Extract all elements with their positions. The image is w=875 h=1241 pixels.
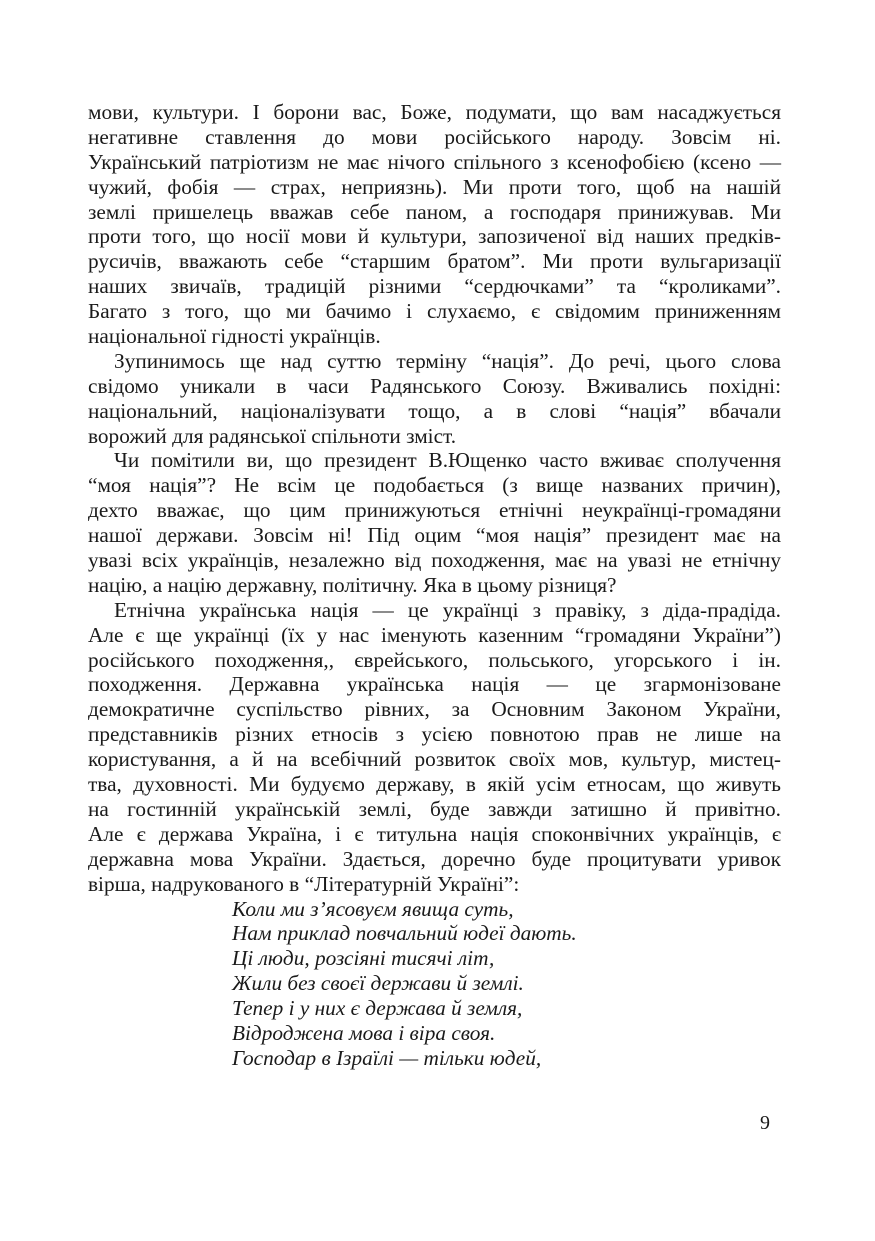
page-number: 9 [760,1112,770,1134]
poem-line: Нам приклад повчальний юдеї дають. [232,921,577,946]
text-line: національної гідності українців. [88,324,381,349]
text-line: Але є ще українці (їх у нас іменують казенним “громадяни України”) [88,622,781,647]
text-line: націю, а націю державну, політичну. Яка в цьому різниця? [88,572,617,597]
text-line: увазі всіх українців, незалежно від походження, має на увазі не етнічну [88,548,781,573]
text-line: ворожий для радянської спільноти зміст. [88,423,457,448]
text-line: походження. Державна українська нація — це згармонізоване [88,672,781,697]
text-line: “моя нація”? Не всім це подобається (з вище названих причин), [88,473,781,498]
text-line: користування, а й на всебічний розвиток своїх мов, культур, мистец- [88,747,781,772]
text-line: на гостинній українській землі, буде завжди затишно й привітно. [88,796,781,821]
poem-line: Господар в Ізраїлі — тільки юдей, [232,1045,542,1070]
text-line: чужий, фобія — страх, неприязнь). Ми проти того, щоб на нашій [88,174,781,199]
text-line: Чи помітили ви, що президент В.Ющенко часто вживає сполучення [114,448,781,473]
poem-line: Коли ми з’ясовуєм явища суть, [232,896,514,921]
poem-line: Жили без своєї держави й землі. [232,971,524,996]
page-body [88,100,781,1071]
text-line: наших звичаїв, традицій різними “сердючками” та “кроликами”. [88,274,781,299]
text-line: Але є держава Україна, і є титульна нація споконвічних українців, є [88,821,781,846]
text-line: Зупинимось ще над суттю терміну “нація”. До речі, цього слова [114,348,781,373]
text-line: негативне ставлення до мови російського народу. Зовсім ні. [88,124,781,149]
text-line: державна мова України. Здається, доречно буде процитувати уривок [88,846,781,871]
text-line: дехто вважає, що цим принижуються етнічні неукраїнці-громадяни [88,498,781,523]
text-line: землі пришелець вважав себе паном, а господаря принижував. Ми [88,199,781,224]
text-line: тва, духовності. Ми будуємо державу, в якій усім етносам, що живуть [88,772,781,797]
text-line: нашої держави. Зовсім ні! Під оцим “моя нація” президент має на [88,523,781,548]
text-line: Український патріотизм не має нічого спільного з ксенофобією (ксено — [88,149,781,174]
text-line: проти того, що носії мови й культури, запозиченої від наших предків- [88,224,781,249]
text-line: Багато з того, що ми бачимо і слухаємо, є свідомим приниженням [88,299,781,324]
text-line: демократичне суспільство рівних, за Основним Законом України, [88,697,781,722]
text-line: вірша, надрукованого в “Літературній Україні”: [88,871,520,896]
text-line: мови, культури. І борони вас, Боже, подумати, що вам насаджується [88,100,781,124]
text-line: російського походження,, єврейського, польського, угорського і ін. [88,647,781,672]
poem-line: Відроджена мова і віра своя. [232,1020,496,1045]
text-line: представників різних етносів з усією повнотою прав не лише на [88,722,781,747]
text-line: національний, націоналізувати тощо, а в слові “нація” вбачали [88,398,781,423]
poem-line: Ці люди, розсіяні тисячі літ, [232,946,495,971]
poem-excerpt [232,897,781,1071]
text-line: Етнічна українська нація — це українці з правіку, з діда-прадіда. [114,597,781,622]
text-line: русичів, вважають себе “старшим братом”. Ми проти вульгаризації [88,249,781,274]
text-line: свідомо уникали в часи Радянського Союзу. Вживались похідні: [88,373,781,398]
poem-line: Тепер і у них є держава й земля, [232,996,523,1021]
